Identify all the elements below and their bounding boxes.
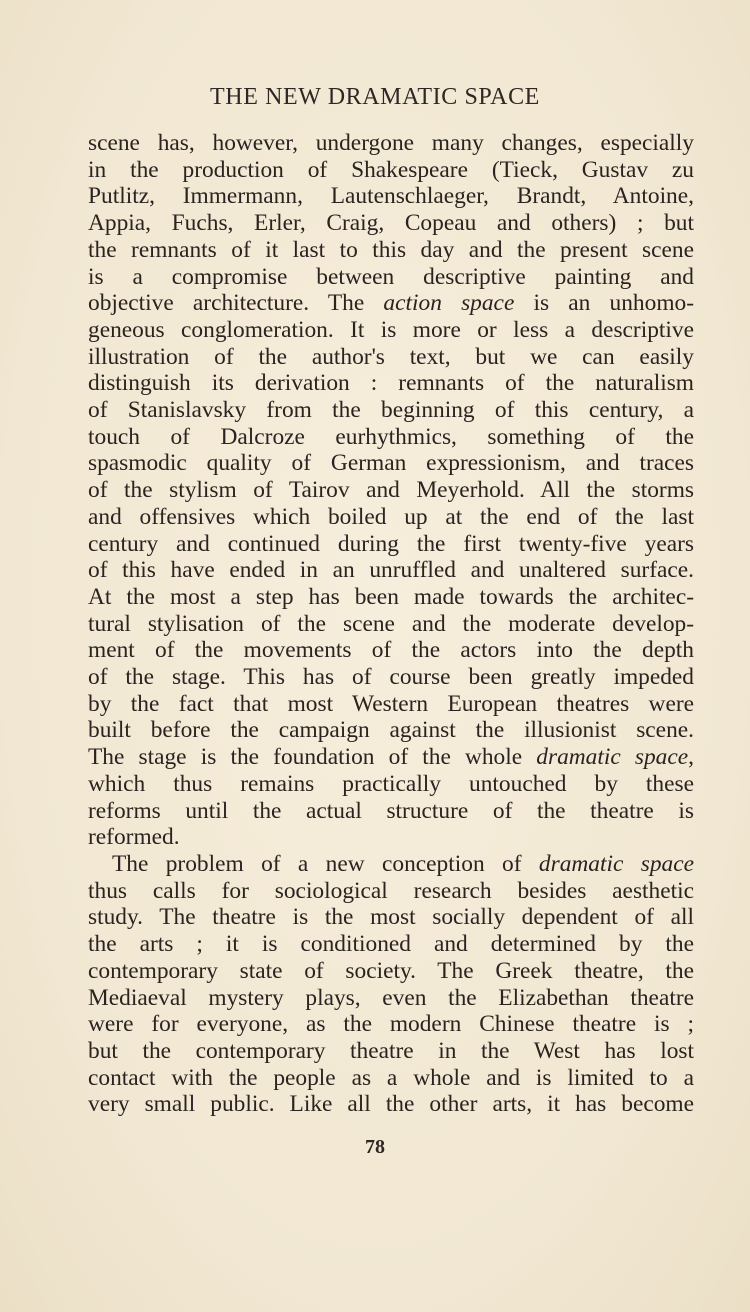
text-line: tural stylisation of the scene and the moderate develop-	[88, 610, 694, 637]
text-line: in the production of Shakespeare (Tieck, Gustav zu	[88, 156, 694, 183]
text-line: Appia, Fuchs, Erler, Craig, Copeau and others) ; but	[88, 210, 694, 237]
italic-phrase: dramatic space	[538, 850, 694, 877]
text-line: geneous conglomeration. It is more or less a descriptive	[88, 316, 694, 343]
text-line: the arts ; it is conditioned and determined by the	[88, 931, 694, 958]
text-line: ment of the movements of the actors into the depth	[88, 637, 694, 664]
text-line: Putlitz, Immermann, Lautenschlaeger, Brandt, Antoine,	[88, 183, 694, 210]
text-line: of the stage. This has of course been greatly impeded	[88, 664, 694, 691]
text-line: The problem of a new conception of dramatic space	[112, 850, 694, 877]
text-line: built before the campaign against the illusionist scene.	[88, 717, 694, 744]
text-line: scene has, however, undergone many changes, especially	[88, 130, 694, 156]
text-line: thus calls for sociological research besides aesthetic	[88, 877, 694, 904]
text-line: of the stylism of Tairov and Meyerhold. All the storms	[88, 477, 694, 504]
text-line: and offensives which boiled up at the end of the last	[88, 503, 694, 530]
text-line: by the fact that most Western European theatres were	[88, 690, 694, 717]
text-line: distinguish its derivation : remnants of the naturalism	[88, 370, 694, 397]
text-line: reformed.	[88, 824, 180, 851]
text-line: but the contemporary theatre in the West has lost	[88, 1037, 694, 1064]
text-line: reforms until the actual structure of the theatre is	[88, 797, 694, 824]
text-line: touch of Dalcroze eurhythmics, something of the	[88, 423, 694, 450]
text-line: The stage is the foundation of the whole dramatic space,	[88, 744, 694, 771]
text-line: contemporary state of society. The Greek theatre, the	[88, 957, 694, 984]
text-line: study. The theatre is the most socially dependent of all	[88, 904, 694, 931]
text-line: the remnants of it last to this day and the present scene	[88, 236, 694, 263]
text-line: spasmodic quality of German expressionism, and traces	[88, 450, 694, 477]
text-line: were for everyone, as the modern Chinese theatre is ;	[88, 1011, 694, 1038]
text-line: very small public. Like all the other arts, it has become	[88, 1091, 694, 1118]
text-line: At the most a step has been made towards the architec-	[88, 583, 694, 610]
italic-phrase: action space	[383, 290, 515, 317]
running-head: THE NEW DRAMATIC SPACE	[210, 84, 540, 110]
text-line: of Stanislavsky from the beginning of this century, a	[88, 397, 694, 424]
text-line: contact with the people as a whole and is limited to a	[88, 1064, 694, 1091]
italic-phrase: dramatic space	[536, 744, 689, 771]
text-line: illustration of the author's text, but we can easily	[88, 343, 694, 370]
text-line: Mediaeval mystery plays, even the Elizabethan theatre	[88, 984, 694, 1011]
text-line: which thus remains practically untouched by these	[88, 770, 694, 797]
body-text	[88, 130, 694, 1118]
text-line: of this have ended in an unruffled and unaltered surface.	[88, 557, 694, 584]
text-line: objective architecture. The action space is an unhomo-	[88, 290, 694, 317]
page-number: 78	[365, 1136, 385, 1158]
text-line: is a compromise between descriptive painting and	[88, 263, 694, 290]
text-line: century and continued during the first twenty-five years	[88, 530, 694, 557]
